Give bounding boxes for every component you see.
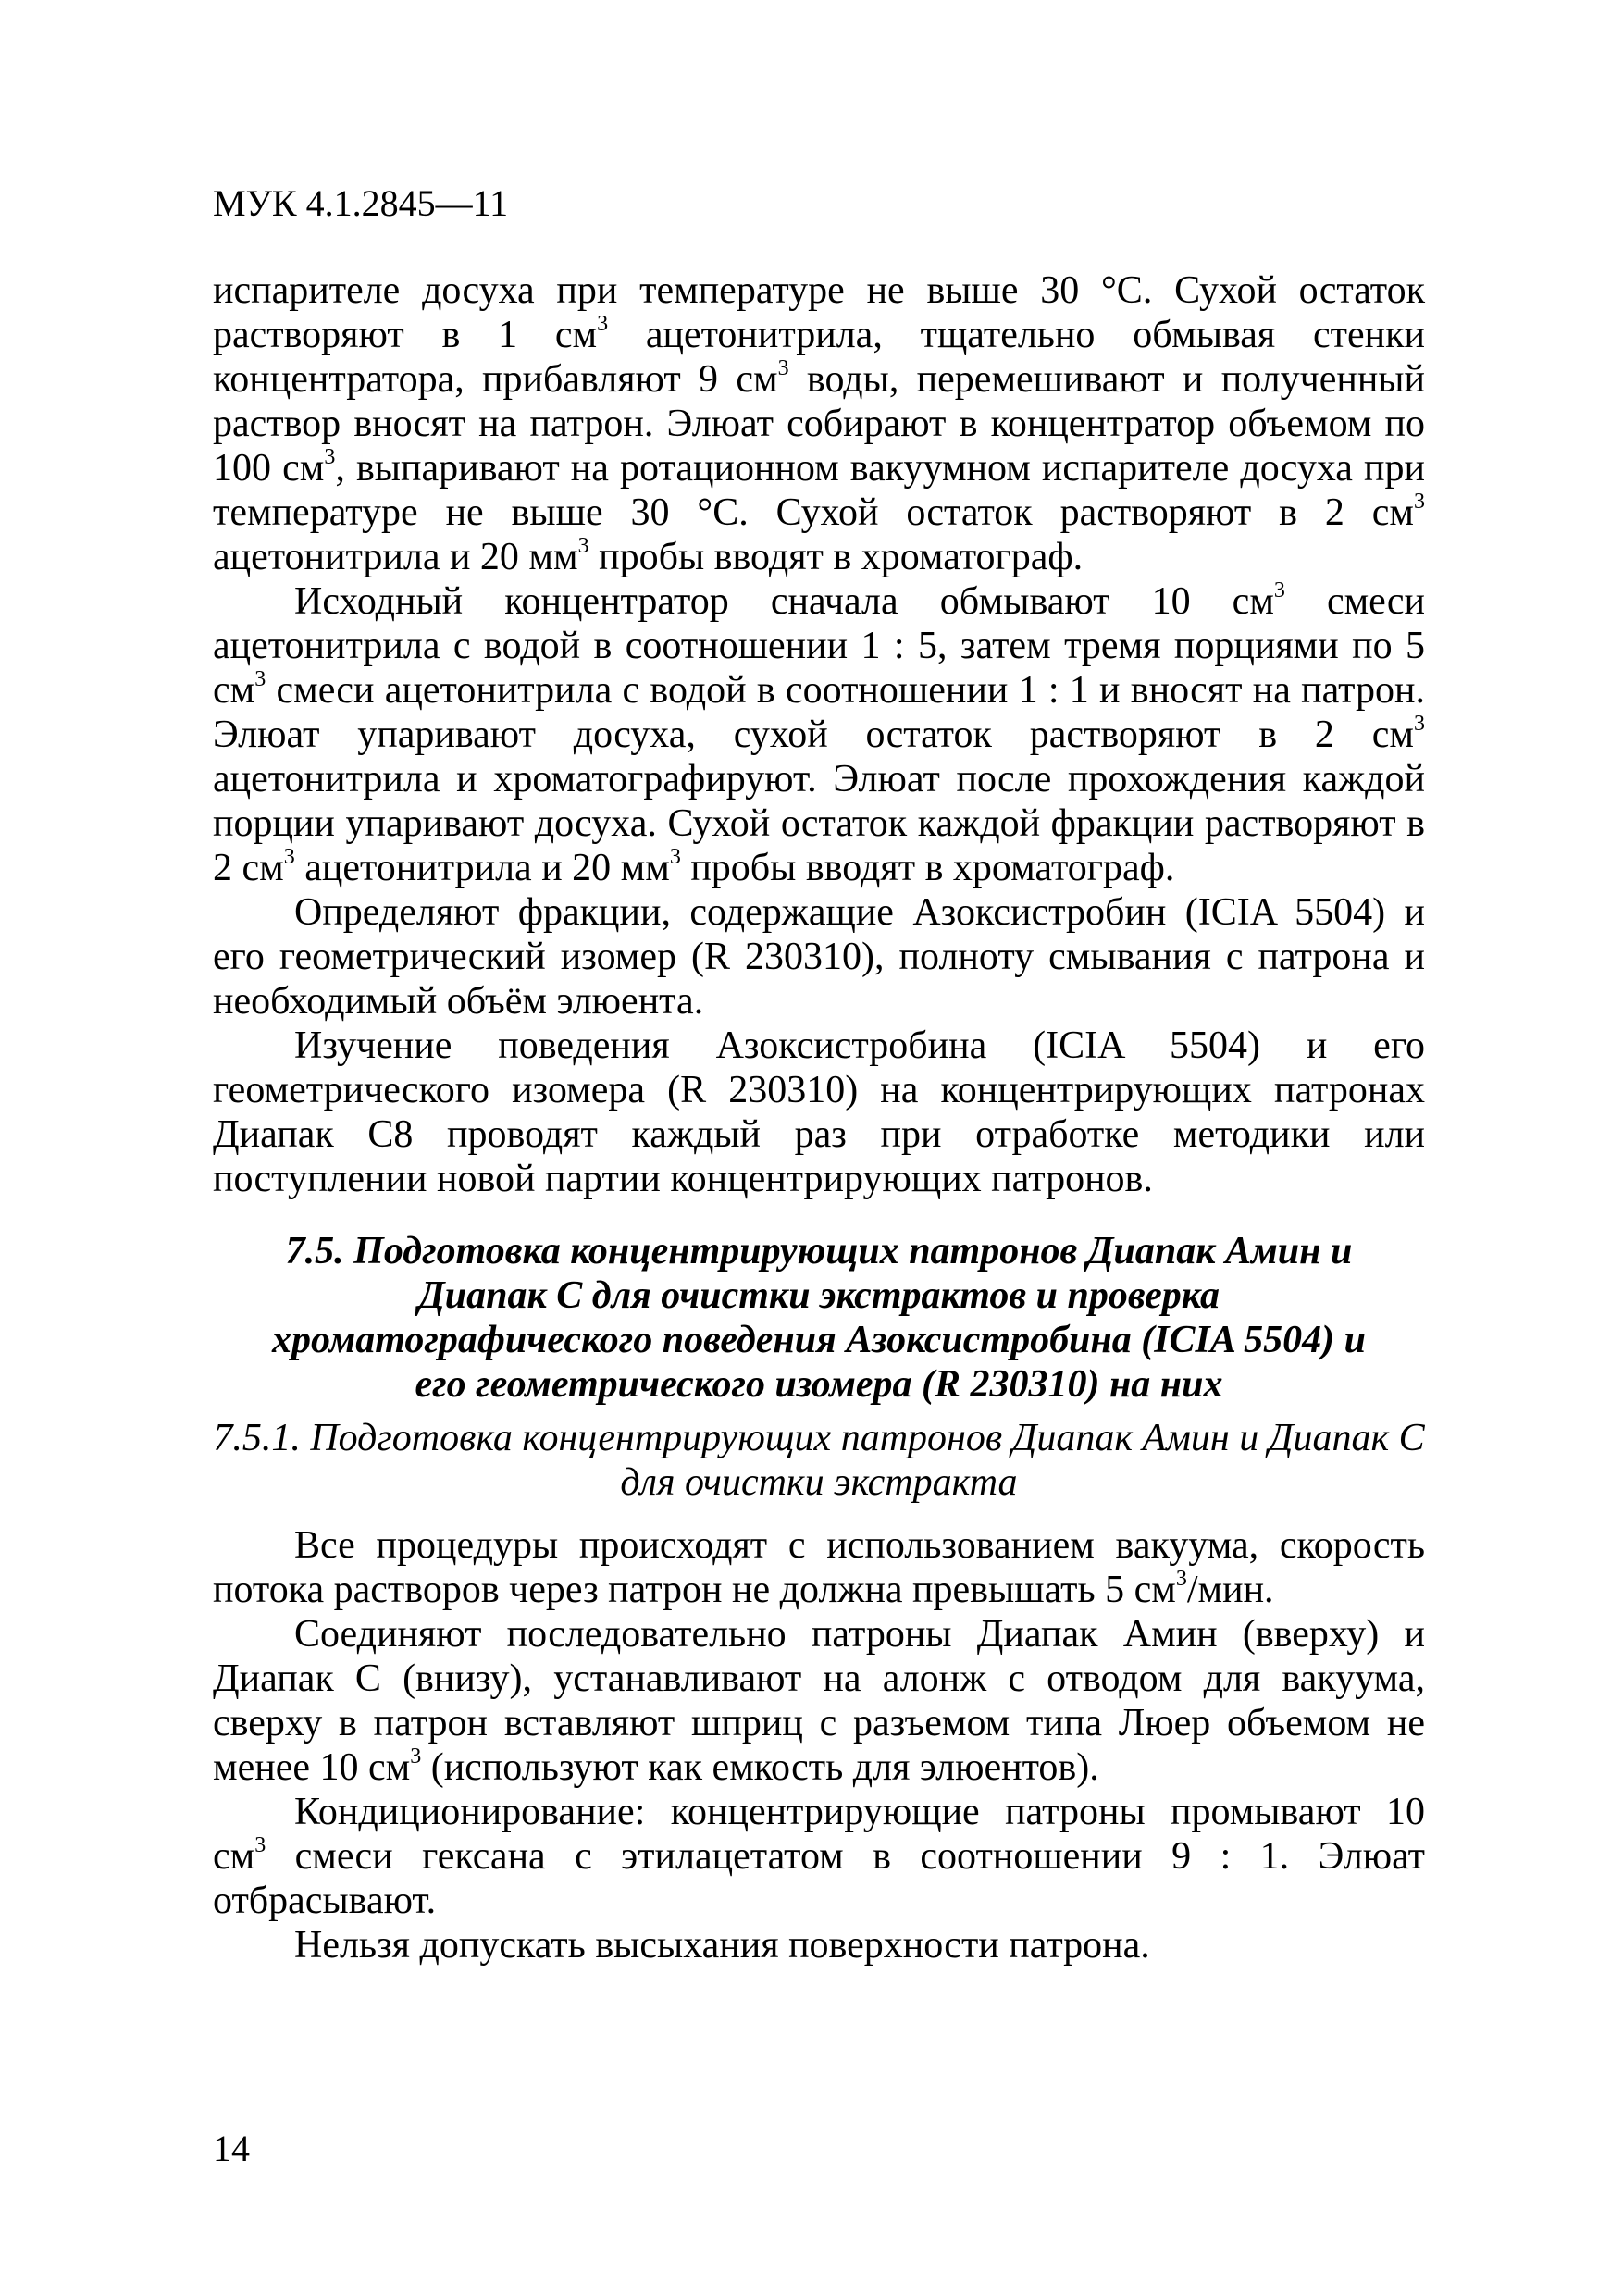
section-heading-line: Диапак С для очистки экстрактов и проверка (418, 1274, 1220, 1317)
section-heading-7-5 (213, 1229, 1425, 1407)
subsection-heading-7-5-1 (213, 1416, 1425, 1505)
paragraph-vacuum-procedure: Все процедуры происходят с использованием вакуума, скорость потока растворов через патрон не должна превышать 5 $см^3$/мин. (213, 1524, 1425, 1611)
section-heading-line: его геометрического изомера (R 230310) на них (415, 1363, 1223, 1406)
section-heading-line: 7.5. Подготовка концентрирующих патронов Диапак Амин и (285, 1230, 1353, 1272)
section-heading-line: хроматографического поведения Азоксистробина (ICIA 5504) и (272, 1319, 1366, 1361)
page-body (213, 268, 1425, 1967)
page-number: 14 (213, 2128, 250, 2169)
paragraph-drying-warning: Нельзя допускать высыхания поверхности патрона. (294, 1924, 1150, 1967)
paragraph-fraction-washing: Исходный концентратор сначала обмывают 10 $см^3$ смеси ацетонитрила с водой в соотношении 1 : 5, затем тремя порциями по 5 $см^3$ смеси ацетонитрила с водой в соотношении 1 : 1 и вносят на патрон. Элюат упаривают досуха, сухой остаток растворяют в 2 $см^3$ ацетонитрила и хроматографируют. Элюат после прохождения каждой порции упаривают досуха. Сухой остаток каждой фракции растворяют в 2 $см^3$ ацетонитрила и 20 $мм^3$ пробы вводят в хроматограф. (213, 578, 1425, 889)
paragraph-cartridge-assembly: Соединяют последовательно патроны Диапак Амин (вверху) и Диапак С (внизу), устанавливают на алонж с отводом для вакуума, сверху в патрон вставляют шприц с разъемом типа Люер объемом не менее 10 $см^3$ (используют как емкость для элюентов). (213, 1613, 1425, 1789)
paragraph-conditioning: Кондиционирование: концентрирующие патроны промывают 10 $см^3$ смеси гексана с этилацетатом в соотношении 9 : 1. Элюат отбрасывают. (213, 1791, 1425, 1922)
paragraph-evaporation: испарителе досуха при температуре не выше 30 °С. Сухой остаток растворяют в 1 $см^3$ ацетонитрила, тщательно обмывая стенки концентратора, прибавляют 9 $см^3$ воды, перемешивают и полученный раствор вносят на патрон. Элюат собирают в концентратор объемом по 100 $см^3$, выпаривают на ротационном вакуумном испарителе досуха при температуре не выше 30 °С. Сухой остаток растворяют в 2 $см^3$ ацетонитрила и 20 $мм^3$ пробы вводят в хроматограф. (213, 269, 1425, 578)
subsection-heading-line: 7.5.1. Подготовка концентрирующих патронов Диапак Амин и Диапак С (213, 1417, 1425, 1459)
paragraph-cartridge-study: Изучение поведения Азоксистробина (ICIA 5504) и его геометрического изомера (R 230310) на концентрирующих патронах Диапак С8 проводят каждый раз при отработке методики или поступлении новой партии концентрирующих патронов. (213, 1024, 1425, 1200)
document-code-header: МУК 4.1.2845—11 (213, 182, 509, 224)
subsection-heading-line: для очистки экстракта (620, 1461, 1018, 1504)
paragraph-fraction-determination: Определяют фракции, содержащие Азоксистробин (ICIA 5504) и его геометрический изомер (R 230310), полноту смывания с патрона и необходимый объём элюента. (213, 891, 1425, 1023)
